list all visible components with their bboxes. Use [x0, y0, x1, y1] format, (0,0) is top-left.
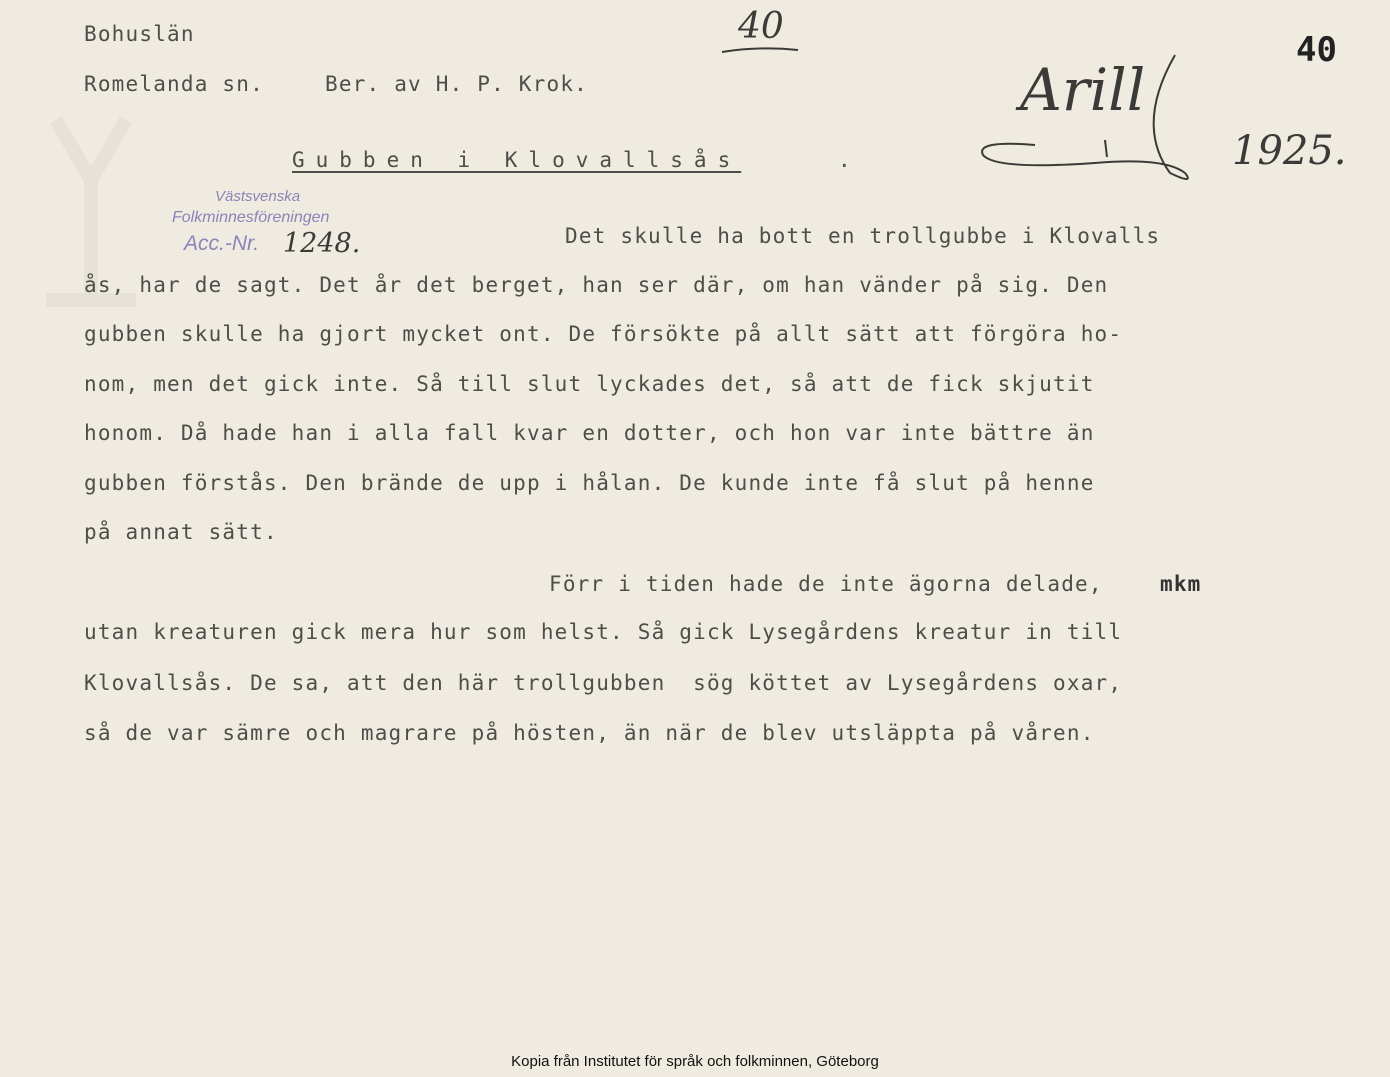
stamp-line-2: Folkminnesföreningen — [172, 209, 330, 226]
paragraph-2-line: Klovallsås. De sa, att den här trollgubben sög köttet av Lysegårdens oxar, — [84, 671, 1123, 695]
paragraph-1-line: Det skulle ha bott en trollgubbe i Klovalls — [565, 224, 1161, 248]
story-title-period: . — [838, 148, 852, 172]
stamp-line-1: Västsvenska — [215, 188, 301, 205]
paragraph-2-line: så de var sämre och magrare på hösten, än när de blev utsläppta på våren. — [84, 721, 1095, 745]
province-label: Bohuslän — [84, 22, 195, 46]
copy-footer: Kopia från Institutet för språk och folkminnen, Göteborg — [511, 1053, 879, 1070]
signature: Arill — [1020, 56, 1146, 124]
stamp-acc-label: Acc.-Nr. — [184, 232, 260, 255]
handwritten-year: 1925. — [1232, 128, 1347, 174]
folio-underline — [720, 44, 800, 56]
stamp-acc-number: 1248. — [283, 228, 361, 259]
page-number: 40 — [1296, 30, 1337, 70]
paragraph-1-line: gubben skulle ha gjort mycket ont. De försökte på allt sätt att förgöra ho- — [84, 322, 1123, 346]
parish-label: Romelanda sn. — [84, 72, 264, 96]
paragraph-1-line: nom, men det gick inte. Så till slut lyckades det, så att de fick skjutit — [84, 372, 1095, 396]
paragraph-2-line: utan kreaturen gick mera hur som helst. Så gick Lysegårdens kreatur in till — [84, 620, 1123, 644]
story-title: Gubben i Klovallsås — [292, 148, 742, 172]
paragraph-2-line: Förr i tiden hade de inte ägorna delade, — [549, 572, 1103, 596]
paragraph-1-line: gubben förstås. Den brände de upp i hålan. De kunde inte få slut på henne — [84, 471, 1095, 495]
paragraph-1-line: på annat sätt. — [84, 520, 278, 544]
strikeout-mark: mkm — [1160, 572, 1202, 596]
signature-flourish — [975, 45, 1215, 180]
handwritten-folio: 40 — [738, 6, 784, 47]
paragraph-1-line: honom. Då hade han i alla fall kvar en dotter, och hon var inte bättre än — [84, 421, 1095, 445]
reporter-label: Ber. av H. P. Krok. — [325, 72, 589, 96]
paragraph-1-line: ås, har de sagt. Det år det berget, han ser där, om han vänder på sig. Den — [84, 273, 1109, 297]
